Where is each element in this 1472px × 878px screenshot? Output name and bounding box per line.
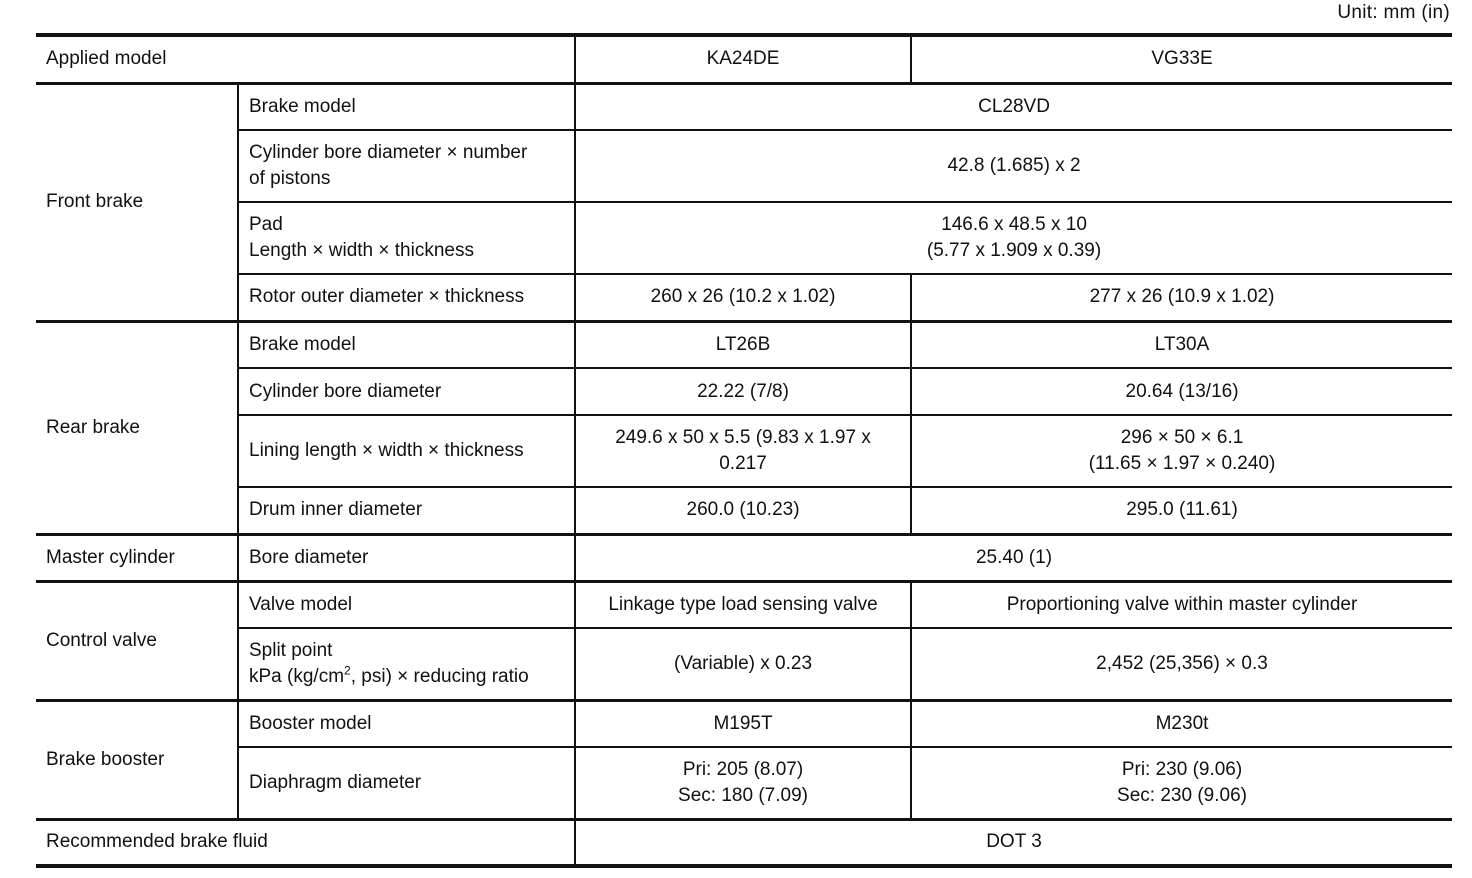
front-brake-group-label: Front brake [36, 83, 238, 321]
brake-fluid-row [36, 819, 1452, 866]
front-pad-label-line1: Pad [249, 214, 283, 235]
front-pad-row [36, 202, 1452, 274]
master-cylinder-row [36, 534, 1452, 581]
front-brake-model-row [36, 83, 1452, 130]
front-cylinder-label-line2: of pistons [249, 168, 331, 189]
split-point-unit-sup: 2 [344, 663, 351, 678]
diaphragm-label: Diaphragm diameter [238, 747, 575, 819]
diaphragm-ka24de-line2: Sec: 180 (7.09) [678, 784, 808, 806]
master-cylinder-group-label: Master cylinder [36, 534, 238, 581]
diaphragm-row [36, 747, 1452, 819]
front-rotor-vg33e: 277 x 26 (10.9 x 1.02) [911, 274, 1452, 321]
split-point-unit-a: kPa (kg/cm [249, 665, 345, 687]
diaphragm-vg33e-line1: Pri: 230 (9.06) [1121, 758, 1243, 780]
valve-model-label: Valve model [238, 581, 575, 628]
rear-lining-ka24de-line1: 249.6 x 50 x 5.5 (9.83 x 1.97 x [615, 427, 871, 448]
master-cylinder-bore-value: 25.40 (1) [575, 534, 1452, 581]
rear-cylinder-row [36, 368, 1452, 415]
rear-lining-vg33e [911, 415, 1452, 487]
split-point-label-line1: Split point [249, 639, 333, 661]
split-point-unit-b: , psi) × reducing ratio [350, 665, 529, 687]
front-cylinder-row [36, 130, 1452, 202]
split-point-row [36, 628, 1452, 700]
split-point-vg33e: 2,452 (25,356) × 0.3 [911, 628, 1452, 700]
booster-model-row [36, 700, 1452, 747]
rear-brake-group-label: Rear brake [36, 321, 238, 534]
front-pad-value-line1: 146.6 x 48.5 x 10 [941, 214, 1087, 235]
rear-drum-row [36, 487, 1452, 534]
front-brake-model-value: CL28VD [575, 83, 1452, 130]
diaphragm-vg33e [911, 747, 1452, 819]
rear-drum-ka24de: 260.0 (10.23) [575, 487, 911, 534]
rear-lining-vg33e-line2: (11.65 × 1.97 × 0.240) [1088, 453, 1276, 474]
rear-drum-label: Drum inner diameter [238, 487, 575, 534]
rear-brake-model-row [36, 321, 1452, 368]
rear-lining-vg33e-line1: 296 × 50 × 6.1 [1120, 427, 1244, 448]
diaphragm-ka24de-line1: Pri: 205 (8.07) [682, 758, 804, 780]
front-pad-label-line2: Length × width × thickness [249, 240, 474, 261]
front-brake-model-label: Brake model [238, 83, 575, 130]
rear-cylinder-ka24de: 22.22 (7/8) [575, 368, 911, 415]
valve-model-row [36, 581, 1452, 628]
booster-model-ka24de: M195T [575, 700, 911, 747]
front-pad-value [575, 202, 1452, 274]
front-rotor-row [36, 274, 1452, 321]
front-cylinder-label-line1: Cylinder bore diameter × number [249, 142, 528, 163]
control-valve-group-label: Control valve [36, 581, 238, 700]
booster-model-vg33e: M230t [911, 700, 1452, 747]
rear-cylinder-label: Cylinder bore diameter [238, 368, 575, 415]
front-cylinder-value: 42.8 (1.685) x 2 [575, 130, 1452, 202]
model-ka24de-header: KA24DE [575, 35, 911, 83]
applied-model-label: Applied model [36, 35, 575, 83]
front-rotor-ka24de: 260 x 26 (10.2 x 1.02) [575, 274, 911, 321]
rear-drum-vg33e: 295.0 (11.61) [911, 487, 1452, 534]
front-cylinder-label [238, 130, 575, 202]
split-point-label-line2 [249, 664, 564, 690]
rear-lining-ka24de-line2: 0.217 [719, 453, 767, 474]
applied-model-row [36, 35, 1452, 83]
front-pad-value-line2: (5.77 x 1.909 x 0.39) [926, 240, 1102, 261]
rear-lining-row [36, 415, 1452, 487]
brake-fluid-label: Recommended brake fluid [36, 819, 575, 866]
rear-brake-model-ka24de: LT26B [575, 321, 911, 368]
rear-brake-model-vg33e: LT30A [911, 321, 1452, 368]
master-cylinder-bore-label: Bore diameter [238, 534, 575, 581]
rear-brake-model-label: Brake model [238, 321, 575, 368]
rear-cylinder-vg33e: 20.64 (13/16) [911, 368, 1452, 415]
valve-model-vg33e: Proportioning valve within master cylinder [911, 581, 1452, 628]
rear-lining-ka24de [575, 415, 911, 487]
front-pad-label [238, 202, 575, 274]
model-vg33e-header: VG33E [911, 35, 1452, 83]
front-rotor-label: Rotor outer diameter × thickness [238, 274, 575, 321]
brake-booster-group-label: Brake booster [36, 700, 238, 819]
brake-spec-table [36, 33, 1452, 868]
split-point-ka24de: (Variable) x 0.23 [575, 628, 911, 700]
split-point-label [238, 628, 575, 700]
rear-lining-label: Lining length × width × thickness [238, 415, 575, 487]
diaphragm-ka24de [575, 747, 911, 819]
unit-note: Unit: mm (in) [1337, 2, 1450, 23]
diaphragm-vg33e-line2: Sec: 230 (9.06) [1117, 784, 1247, 806]
brake-fluid-value: DOT 3 [575, 819, 1452, 866]
booster-model-label: Booster model [238, 700, 575, 747]
valve-model-ka24de: Linkage type load sensing valve [575, 581, 911, 628]
